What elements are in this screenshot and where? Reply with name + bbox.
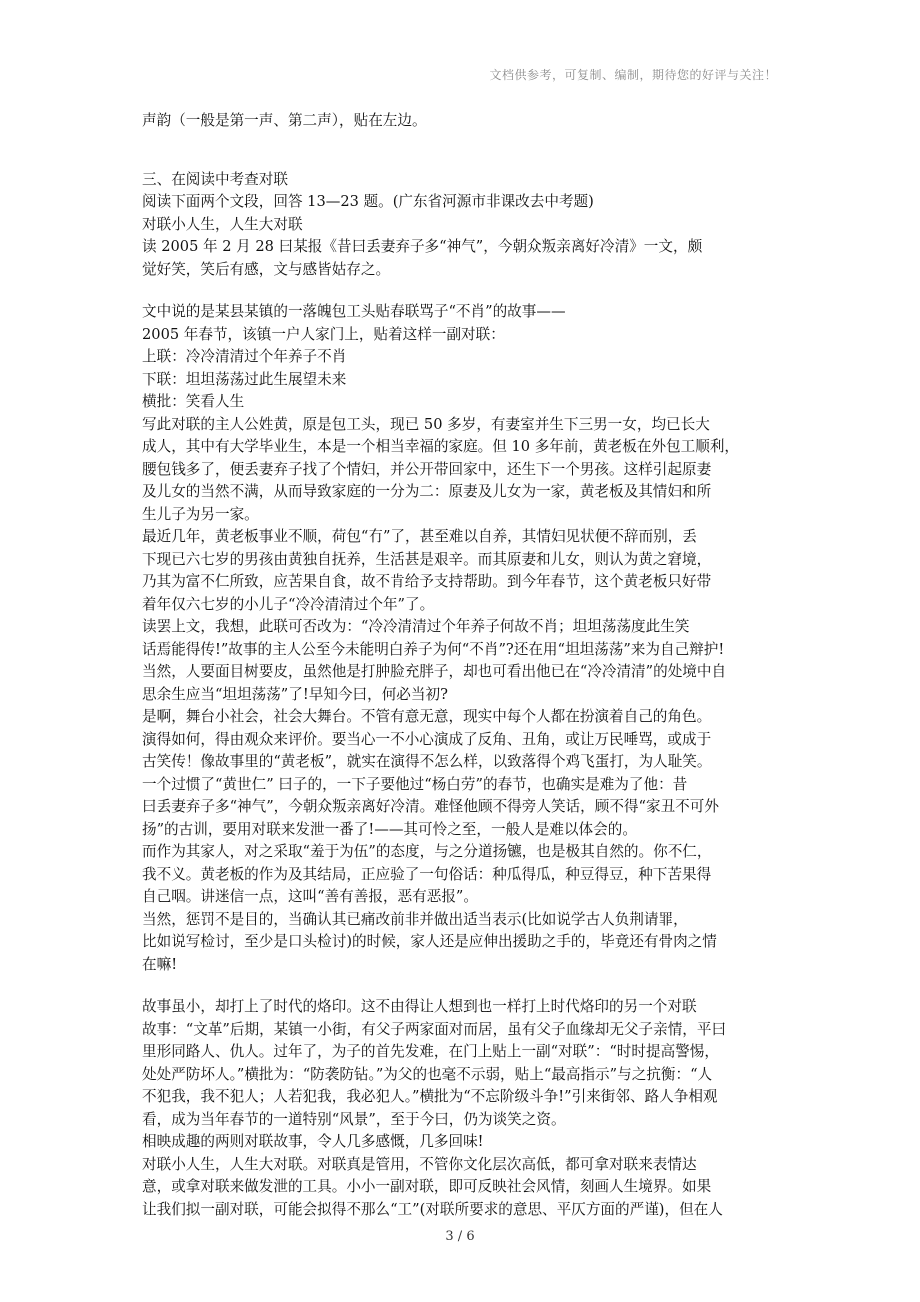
text-line: 写此对联的主人公姓黄，原是包工头，现已 50 多岁，有妻室并生下三男一女，均已长大 bbox=[142, 415, 710, 433]
text-line: 思余生应当“坦坦荡荡”了!早知今曰，何必当初? bbox=[142, 685, 448, 703]
text-line: 古笑传！像故事里的“黄老板”，就实在演得不怎么样，以致落得个鸡飞蛋打，为人耻笑。 bbox=[142, 753, 712, 770]
text-line: 读罢上文，我想，此联可否改为：“冷冷清清过个年养子何故不肖；坦坦荡荡度此生笑 bbox=[142, 618, 690, 635]
header-note: 文档供参考，可复制、编制，期待您的好评与关注！ bbox=[489, 68, 777, 82]
text-line: 最近几年，黄老板事业不顺，荷包“冇”了，甚至难以自养，其情妇见状便不辞而别，丢 bbox=[142, 528, 697, 545]
text-line: 对联小人生，人生大对联 bbox=[142, 215, 303, 233]
text-line: 着年仅六七岁的小儿子“冷冷清清过个年”了。 bbox=[142, 595, 435, 613]
paragraph-story-two bbox=[142, 996, 782, 1221]
paragraph-story-one bbox=[142, 301, 782, 976]
paragraph-intro bbox=[142, 110, 782, 133]
text-line: 下联：坦坦荡荡过此生展望未来 bbox=[142, 370, 347, 388]
text-line: 话焉能得传!”故事的主人公至今未能明白养子为何“不肖”?还在用“坦坦荡荡”来为自己辩护! bbox=[142, 640, 725, 658]
text-line: 演得如何，得由观众来评价。要当心一不小心演成了反角、丑角，或让万民唾骂，或成于 bbox=[142, 730, 712, 748]
text-line: 曰丢妻弃子多“神气”，今朝众叛亲离好冷清。难怪他顾不得旁人笑话，顾不得“家丑不可外 bbox=[142, 798, 719, 815]
text-line: 下现已六七岁的男孩由黄独自抚养，生活甚是艰辛。而其原妻和儿女，则认为黄之窘境， bbox=[142, 550, 712, 568]
text-line: 文中说的是某县某镇的一落魄包工头贴春联骂子“不肖”的故事—— bbox=[142, 303, 566, 320]
text-line: 读 2005 年 2 月 28 曰某报《昔曰丢妻弃子多“神气”，今朝众叛亲离好冷清》一文，颇 bbox=[142, 238, 703, 255]
text-line: 生儿子为另一家。 bbox=[142, 505, 259, 523]
text-line: 是啊，舞台小社会，社会大舞台。不管有意无意，现实中每个人都在扮演着自己的角色。 bbox=[142, 708, 712, 725]
text-line: 故事：“文革”后期，某镇一小街，有父子两家面对而居，虽有父子血缘却无父子亲情，平曰 bbox=[142, 1020, 727, 1038]
text-line: 自己咽。讲迷信一点，这叫“善有善报，恶有恶报”。 bbox=[142, 888, 478, 905]
text-line: 我不义。黄老板的作为及其结局，正应验了一句俗话：种瓜得瓜，种豆得豆，种下苦果得 bbox=[142, 865, 712, 883]
document-body bbox=[142, 110, 782, 1221]
text-line: 比如说写检讨，至少是口头检讨)的时候，家人还是应伸出援助之手的，毕竟还有骨肉之情 bbox=[142, 933, 717, 950]
text-line: 三、在阅读中考查对联 bbox=[142, 170, 288, 188]
text-line: 阅读下面两个文段，回答 13—23 题。(广东省河源市非课改去中考题) bbox=[142, 193, 594, 210]
text-line: 在嘛! bbox=[142, 955, 178, 973]
text-line: 声韵（一般是第一声、第二声），贴在左边。 bbox=[142, 112, 427, 129]
text-line: 相映成趣的两则对联故事，令人几多感慨，几多回味! bbox=[142, 1133, 484, 1150]
text-line: 而作为其家人，对之采取“羞于为伍”的态度，与之分道扬镳，也是极其自然的。你不仁， bbox=[142, 843, 712, 860]
text-line: 腰包钱多了，便丢妻弃子找了个情妇，并公开带回家中，还生下一个男孩。这样引起原妻 bbox=[142, 460, 712, 478]
text-line: 让我们拟一副对联，可能会拟得不那么“工”(对联所要求的意思、平仄方面的严谨)，但在人 bbox=[142, 1200, 723, 1218]
text-line: 看，成为当年春节的一道特别“风景”，至于今曰，仍为谈笑之资。 bbox=[142, 1110, 566, 1128]
text-line: 上联：冷冷清清过个年养子不肖 bbox=[142, 348, 347, 365]
page-number: 3 / 6 bbox=[445, 1229, 475, 1244]
text-line: 不犯我，我不犯人；人若犯我，我必犯人。”横批为“不忘阶级斗争!”引来街邻、路人争相观 bbox=[142, 1088, 718, 1105]
text-line: 横批：笑看人生 bbox=[142, 393, 245, 410]
text-line: 2005 年春节，该镇一户人家门上，贴着这样一副对联： bbox=[142, 325, 505, 343]
text-line: 觉好笑，笑后有感，文与感皆姑存之。 bbox=[142, 260, 391, 278]
text-line: 当然，人要面目树要皮，虽然他是打肿脸充胖子，却也可看出他已在“冷冷清清”的处境中自 bbox=[142, 663, 727, 680]
text-line: 故事虽小，却打上了时代的烙印。这不由得让人想到也一样打上时代烙印的另一个对联 bbox=[142, 998, 697, 1015]
text-line: 里形同路人、仇人。过年了，为子的首先发难，在门上贴上一副“对联”：“时时提高警惕， bbox=[142, 1043, 719, 1060]
text-line: 扬”的古训，要用对联来发泄一番了!——其可怜之至，一般人是难以体会的。 bbox=[142, 820, 637, 838]
text-line: 一个过惯了“黄世仁” 曰子的，一下子要他过“杨白劳”的春节，也确实是难为了他：昔 bbox=[142, 775, 688, 793]
text-line: 对联小人生，人生大对联。对联真是管用，不管你文化层次高低，都可拿对联来表情达 bbox=[142, 1155, 697, 1173]
text-line: 乃其为富不仁所致，应苦果自食，故不肯给予支持帮助。到今年春节，这个黄老板只好带 bbox=[142, 573, 712, 590]
text-line: 处处严防坏人。”横批为：“防袭防钻。”为父的也毫不示弱，贴上“最高指示”与之抗衡：“人 bbox=[142, 1065, 713, 1083]
text-line: 及儿女的当然不满，从而导致家庭的一分为二：原妻及儿女为一家，黄老板及其情妇和所 bbox=[142, 483, 712, 500]
text-line: 成人，其中有大学毕业生，本是一个相当幸福的家庭。但 10 多年前，黄老板在外包工顺利， bbox=[142, 438, 740, 455]
text-line: 当然，惩罚不是目的，当确认其已痛改前非并做出适当表示(比如说学古人负荆请罪， bbox=[142, 910, 688, 928]
paragraph-section-heading bbox=[142, 169, 782, 282]
text-line: 意，或拿对联来做发泄的工具。小小一副对联，即可反映社会风情，刻画人生境界。如果 bbox=[142, 1178, 712, 1195]
